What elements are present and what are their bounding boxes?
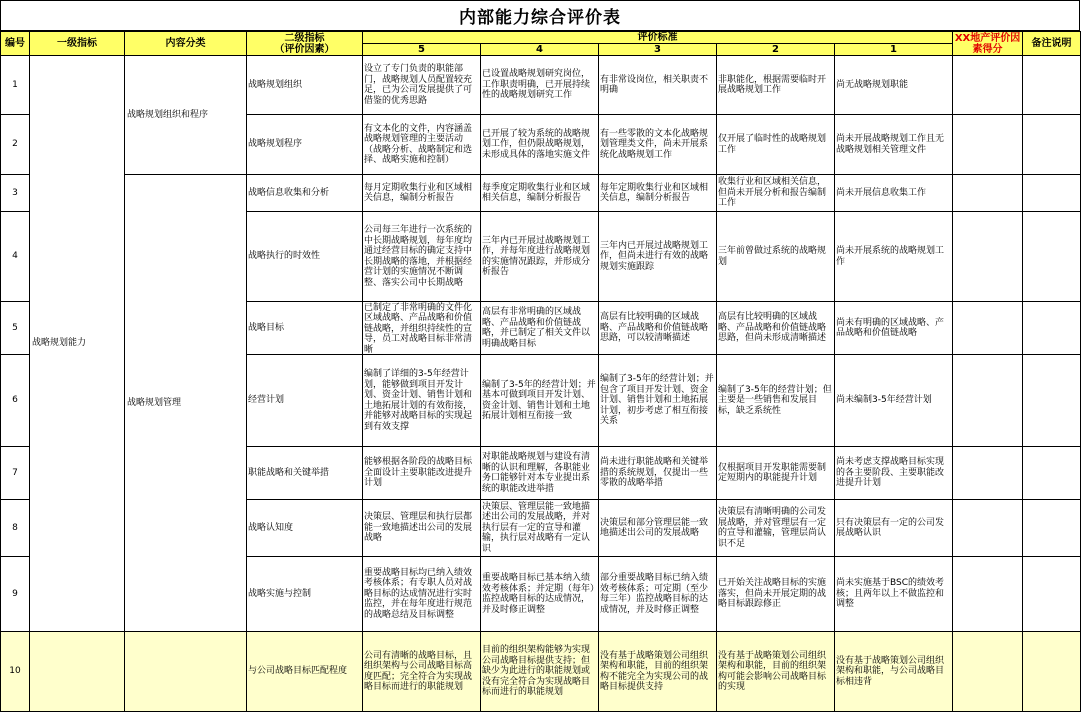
- criteria-cell-3[interactable]: [599, 175, 717, 212]
- criteria-text: 决策层、管理层能一致地描述出公司的发展战略，并对执行层有一定的宣导和灌输，执行层对战略有一定认识: [482, 501, 591, 554]
- header-level1[interactable]: 一级指标: [30, 32, 125, 56]
- criteria-text: 尚未实施基于BSC的绩效考核；且两年以上不做监控和调整: [836, 578, 945, 610]
- criteria-text: 编制了详细的3-5年经营计划，能够做到项目开发计划、资金计划、销售计划和土地拓展计划的有效衔接，并能够对战略目标的实现起到有效支撑: [364, 369, 473, 432]
- criteria-text: 设立了专门负责的职能部门，战略规划人员配置较充足，已为公司发展提供了可借鉴的优秀思路: [364, 64, 473, 106]
- row-number[interactable]: 9: [1, 557, 30, 632]
- criteria-cell-2[interactable]: [717, 302, 835, 355]
- score-cell[interactable]: [953, 632, 1023, 712]
- criteria-text: 高层有比较明确的区域战略、产品战略和价值链战略思路，可以较清晰描述: [600, 312, 709, 344]
- criteria-cell-5[interactable]: [363, 115, 481, 175]
- remark-cell[interactable]: [1023, 447, 1081, 500]
- criteria-cell-2[interactable]: [717, 115, 835, 175]
- criteria-text: 重要战略目标已基本纳入绩效考核体系；并定期（每年）监控战略目标的达成情况，并及时修正调整: [482, 573, 595, 615]
- header-content-class[interactable]: 内容分类: [125, 32, 247, 56]
- row-number[interactable]: 1: [1, 56, 30, 115]
- row-number[interactable]: 5: [1, 302, 30, 355]
- criteria-text: 尚未开展战略规划工作且无战略规划相关管理文件: [836, 134, 945, 155]
- criteria-cell-3[interactable]: [599, 632, 717, 712]
- criteria-cell-5[interactable]: [363, 557, 481, 632]
- criteria-cell-1[interactable]: [835, 115, 953, 175]
- criteria-cell-1[interactable]: [835, 632, 953, 712]
- criteria-text: 对职能战略规划与建设有清晰的认识和理解，各职能业务口能够针对本专业提出系统的职能改进举措: [482, 452, 591, 494]
- criteria-cell-3[interactable]: [599, 355, 717, 447]
- criteria-cell-2[interactable]: [717, 212, 835, 302]
- criteria-text: 收集行业和区域相关信息，但尚未开展分析和报告编制工作: [718, 177, 827, 209]
- criteria-text: 编制了3-5年的经营计划；但主要是一些销售和发展目标，缺乏系统性: [718, 384, 832, 416]
- remark-cell[interactable]: [1023, 56, 1081, 115]
- criteria-text: 高层有非常明确的区域战略、产品战略和价值链战略，并已制定了相关文件以明确战略目标: [482, 307, 591, 349]
- level1-cell-empty[interactable]: [30, 632, 125, 712]
- criteria-cell-1[interactable]: [835, 447, 953, 500]
- criteria-cell-3[interactable]: [599, 500, 717, 557]
- criteria-cell-3[interactable]: [599, 212, 717, 302]
- criteria-cell-1[interactable]: [835, 56, 953, 115]
- criteria-text: 已开始关注战略目标的实施落实，但尚未开展定期的战略目标跟踪修正: [718, 578, 827, 610]
- criteria-cell-2[interactable]: [717, 175, 835, 212]
- level2-cell[interactable]: 战略信息收集和分析: [247, 175, 363, 212]
- criteria-text: 尚未开展系统的战略规划工作: [836, 246, 945, 267]
- criteria-cell-3[interactable]: [599, 447, 717, 500]
- row-number[interactable]: 10: [1, 632, 30, 712]
- header-remark[interactable]: 备注说明: [1023, 32, 1081, 56]
- criteria-text: 有文本化的文件，内容涵盖战略规划管理的主要活动（战略分析、战略制定和选择、战略实施和控制）: [364, 123, 473, 165]
- level2-cell[interactable]: 战略实施与控制: [247, 557, 363, 632]
- criteria-text: 有非常设岗位，相关职责不明确: [600, 74, 709, 95]
- header-no[interactable]: 编号: [1, 32, 30, 56]
- level2-cell[interactable]: 战略执行的时效性: [247, 212, 363, 302]
- criteria-cell-4[interactable]: [481, 500, 599, 557]
- criteria-cell-2[interactable]: [717, 632, 835, 712]
- criteria-text: 决策层、管理层和执行层都能一致地描述出公司的发展战略: [364, 512, 473, 544]
- score-cell[interactable]: [953, 302, 1023, 355]
- criteria-text: 每季度定期收集行业和区域相关信息，编制分析报告: [482, 182, 591, 203]
- criteria-cell-4[interactable]: [481, 56, 599, 115]
- header-score-4[interactable]: 4: [481, 44, 599, 56]
- criteria-text: 部分重要战略目标已纳入绩效考核体系；可定期（至少每三年）监控战略目标的达成情况，并及时修正调整: [600, 573, 709, 615]
- content-class-cell[interactable]: 战略规划组织和程序: [125, 56, 247, 175]
- score-cell[interactable]: [953, 212, 1023, 302]
- criteria-text: 每月定期收集行业和区域相关信息，编制分析报告: [364, 182, 473, 203]
- header-score-2[interactable]: 2: [717, 44, 835, 56]
- criteria-text: 每年定期收集行业和区域相关信息，编制分析报告: [600, 182, 709, 203]
- criteria-cell-1[interactable]: [835, 302, 953, 355]
- criteria-text: 尚未考虑支撑战略目标实现的各主要阶段、主要职能改进提升计划: [836, 457, 945, 489]
- row-number[interactable]: 8: [1, 500, 30, 557]
- content-class-cell-empty[interactable]: [125, 632, 247, 712]
- score-cell[interactable]: [953, 500, 1023, 557]
- criteria-cell-5[interactable]: [363, 500, 481, 557]
- score-cell[interactable]: [953, 447, 1023, 500]
- level2-cell[interactable]: 战略规划组织: [247, 56, 363, 115]
- criteria-cell-4[interactable]: [481, 115, 599, 175]
- criteria-cell-3[interactable]: [599, 302, 717, 355]
- header-level2[interactable]: [247, 32, 363, 56]
- criteria-text: 尚未开展信息收集工作: [836, 187, 927, 198]
- criteria-text: 已开展了较为系统的战略规划工作，但仍限战略规划，未形成具体的落地实施文件: [482, 128, 591, 160]
- criteria-cell-1[interactable]: [835, 355, 953, 447]
- criteria-cell-2[interactable]: [717, 355, 835, 447]
- row-number[interactable]: 4: [1, 212, 30, 302]
- level2-cell[interactable]: 与公司战略目标匹配程度: [247, 632, 363, 712]
- criteria-cell-5[interactable]: [363, 175, 481, 212]
- criteria-text: 仅开展了临时性的战略规划工作: [718, 134, 827, 155]
- header-score[interactable]: XX地产评价因素得分: [953, 32, 1023, 56]
- header-criteria[interactable]: 评价标准: [363, 32, 953, 44]
- level1-cell[interactable]: 战略规划能力: [30, 56, 125, 632]
- score-cell[interactable]: [953, 355, 1023, 447]
- header-score-3[interactable]: 3: [599, 44, 717, 56]
- content-class-cell[interactable]: 战略规划管理: [125, 175, 247, 632]
- criteria-text: 有一些零散的文本化战略规划管理类文件，尚未开展系统化战略规划工作: [600, 128, 709, 160]
- criteria-cell-2[interactable]: [717, 56, 835, 115]
- row-number[interactable]: 7: [1, 447, 30, 500]
- criteria-text: 决策层有清晰明确的公司发展战略，并对管理层有一定的宣导和灌输，管理层尚认识不足: [718, 507, 827, 549]
- remark-cell[interactable]: [1023, 175, 1081, 212]
- criteria-cell-4[interactable]: [481, 302, 599, 355]
- score-cell[interactable]: [953, 56, 1023, 115]
- score-cell[interactable]: [953, 175, 1023, 212]
- level2-cell[interactable]: 职能战略和关键举措: [247, 447, 363, 500]
- criteria-cell-2[interactable]: [717, 447, 835, 500]
- row-number[interactable]: 3: [1, 175, 30, 212]
- criteria-text: 已设置战略规划研究岗位，工作职责明确，已开展持续性的战略规划研究工作: [482, 69, 591, 101]
- criteria-text: 只有决策层有一定的公司发展战略认识: [836, 517, 945, 538]
- row-number[interactable]: 2: [1, 115, 30, 175]
- remark-cell[interactable]: [1023, 212, 1081, 302]
- criteria-text: 没有基于战略策划公司组织架构和职能，目前的组织架构可能会影响公司战略目标的实现: [718, 650, 827, 692]
- criteria-cell-1[interactable]: [835, 500, 953, 557]
- criteria-text: 公司有清晰的战略目标，且组织架构与公司战略目标高度匹配；完全符合为实现战略目标而进行的职能规划: [364, 650, 473, 692]
- criteria-text: 能够根据各阶段的战略目标全面设计主要职能改进提升计划: [364, 457, 473, 489]
- header-row-top: [1, 32, 1081, 44]
- criteria-text: 尚未进行职能战略和关键举措的系统规划，仅提出一些零散的战略举措: [600, 457, 709, 489]
- criteria-cell-2[interactable]: [717, 557, 835, 632]
- criteria-text: 三年前曾做过系统的战略规划: [718, 246, 827, 267]
- criteria-cell-4[interactable]: [481, 355, 599, 447]
- remark-cell[interactable]: [1023, 355, 1081, 447]
- criteria-text: 没有基于战略策划公司组织架构和职能，与公司战略目标相违背: [836, 655, 945, 687]
- criteria-text: 公司每三年进行一次系统的中长期战略规划，每年度均通过经营目标的确定支持中长期战略的落地，并根据经营计划的实施情况不断调整、落实公司中长期战略: [364, 225, 473, 288]
- criteria-text: 尚无战略规划职能: [836, 79, 909, 90]
- level2-cell[interactable]: 战略规划程序: [247, 115, 363, 175]
- remark-cell[interactable]: [1023, 500, 1081, 557]
- header-score-1[interactable]: 1: [835, 44, 953, 56]
- sheet-title: 内部能力综合评价表: [0, 0, 1080, 31]
- level2-cell[interactable]: 战略目标: [247, 302, 363, 355]
- table-row: [1, 175, 1081, 212]
- criteria-cell-5[interactable]: [363, 355, 481, 447]
- criteria-cell-4[interactable]: [481, 212, 599, 302]
- criteria-text: 三年内已开展过战略规划工作，并每年度进行战略规划的实施情况跟踪，并形成分析报告: [482, 235, 591, 277]
- criteria-cell-5[interactable]: [363, 447, 481, 500]
- criteria-text: 编制了3-5年的经营计划；并包含了项目开发计划、资金计划、销售计划和土地拓展计划，初步考虑了相互衔接关系: [600, 374, 714, 427]
- criteria-text: 没有基于战略策划公司组织架构和职能，目前的组织架构不能完全为实现公司的战略目标提供支持: [600, 650, 709, 692]
- header-level2-label: 二级指标 （评价因素）: [274, 32, 335, 55]
- criteria-text: 三年内已开展过战略规划工作，但尚未进行有效的战略规划实施跟踪: [600, 240, 709, 272]
- criteria-cell-4[interactable]: [481, 632, 599, 712]
- criteria-text: 尚未编制3-5年经营计划: [836, 395, 932, 406]
- criteria-cell-1[interactable]: [835, 557, 953, 632]
- criteria-text: 非职能化，根据需要临时开展战略规划工作: [718, 74, 827, 95]
- evaluation-table: [0, 31, 1081, 712]
- row-number[interactable]: 6: [1, 355, 30, 447]
- criteria-cell-4[interactable]: [481, 175, 599, 212]
- criteria-cell-4[interactable]: [481, 557, 599, 632]
- criteria-text: 仅根据项目开发职能需要制定短期内的职能提升计划: [718, 462, 827, 483]
- criteria-cell-1[interactable]: [835, 212, 953, 302]
- header-score-5[interactable]: 5: [363, 44, 481, 56]
- level2-cell[interactable]: 经营计划: [247, 355, 363, 447]
- criteria-text: 已制定了非常明确的文件化区域战略、产品战略和价值链战略，并组织持续性的宣导，员工对战略目标非常清晰: [364, 302, 473, 355]
- criteria-cell-3[interactable]: [599, 557, 717, 632]
- remark-cell[interactable]: [1023, 302, 1081, 355]
- criteria-text: 尚未有明确的区域战略、产品战略和价值链战略: [836, 317, 945, 338]
- criteria-cell-5[interactable]: [363, 632, 481, 712]
- criteria-cell-5[interactable]: [363, 212, 481, 302]
- score-cell[interactable]: [953, 115, 1023, 175]
- remark-cell[interactable]: [1023, 557, 1081, 632]
- remark-cell[interactable]: [1023, 115, 1081, 175]
- criteria-cell-5[interactable]: [363, 56, 481, 115]
- criteria-cell-2[interactable]: [717, 500, 835, 557]
- criteria-text: 目前的组织架构能够为实现公司战略目标提供支持；但缺少为此进行的职能规划或没有完全符合为实现战略目标而进行的职能规划: [482, 645, 591, 698]
- remark-cell[interactable]: [1023, 632, 1081, 712]
- table-row: [1, 632, 1081, 712]
- level2-cell[interactable]: 战略认知度: [247, 500, 363, 557]
- criteria-cell-1[interactable]: [835, 175, 953, 212]
- criteria-cell-3[interactable]: [599, 56, 717, 115]
- criteria-text: 编制了3-5年的经营计划；并基本可做到项目开发计划、资金计划、销售计划和土地拓展计划相互衔接一致: [482, 379, 596, 421]
- table-body: [1, 56, 1081, 712]
- criteria-text: 高层有比较明确的区域战略、产品战略和价值链战略思路，但尚未形成清晰描述: [718, 312, 827, 344]
- criteria-cell-4[interactable]: [481, 447, 599, 500]
- criteria-cell-3[interactable]: [599, 115, 717, 175]
- score-cell[interactable]: [953, 557, 1023, 632]
- criteria-text: 重要战略目标均已纳入绩效考核体系；有专职人员对战略目标的达成情况进行实时监控，并在每年度进行规范的战略总结及目标调整: [364, 567, 473, 620]
- criteria-cell-5[interactable]: [363, 302, 481, 355]
- criteria-text: 决策层和部分管理层能一致地描述出公司的发展战略: [600, 517, 709, 538]
- table-row: [1, 56, 1081, 115]
